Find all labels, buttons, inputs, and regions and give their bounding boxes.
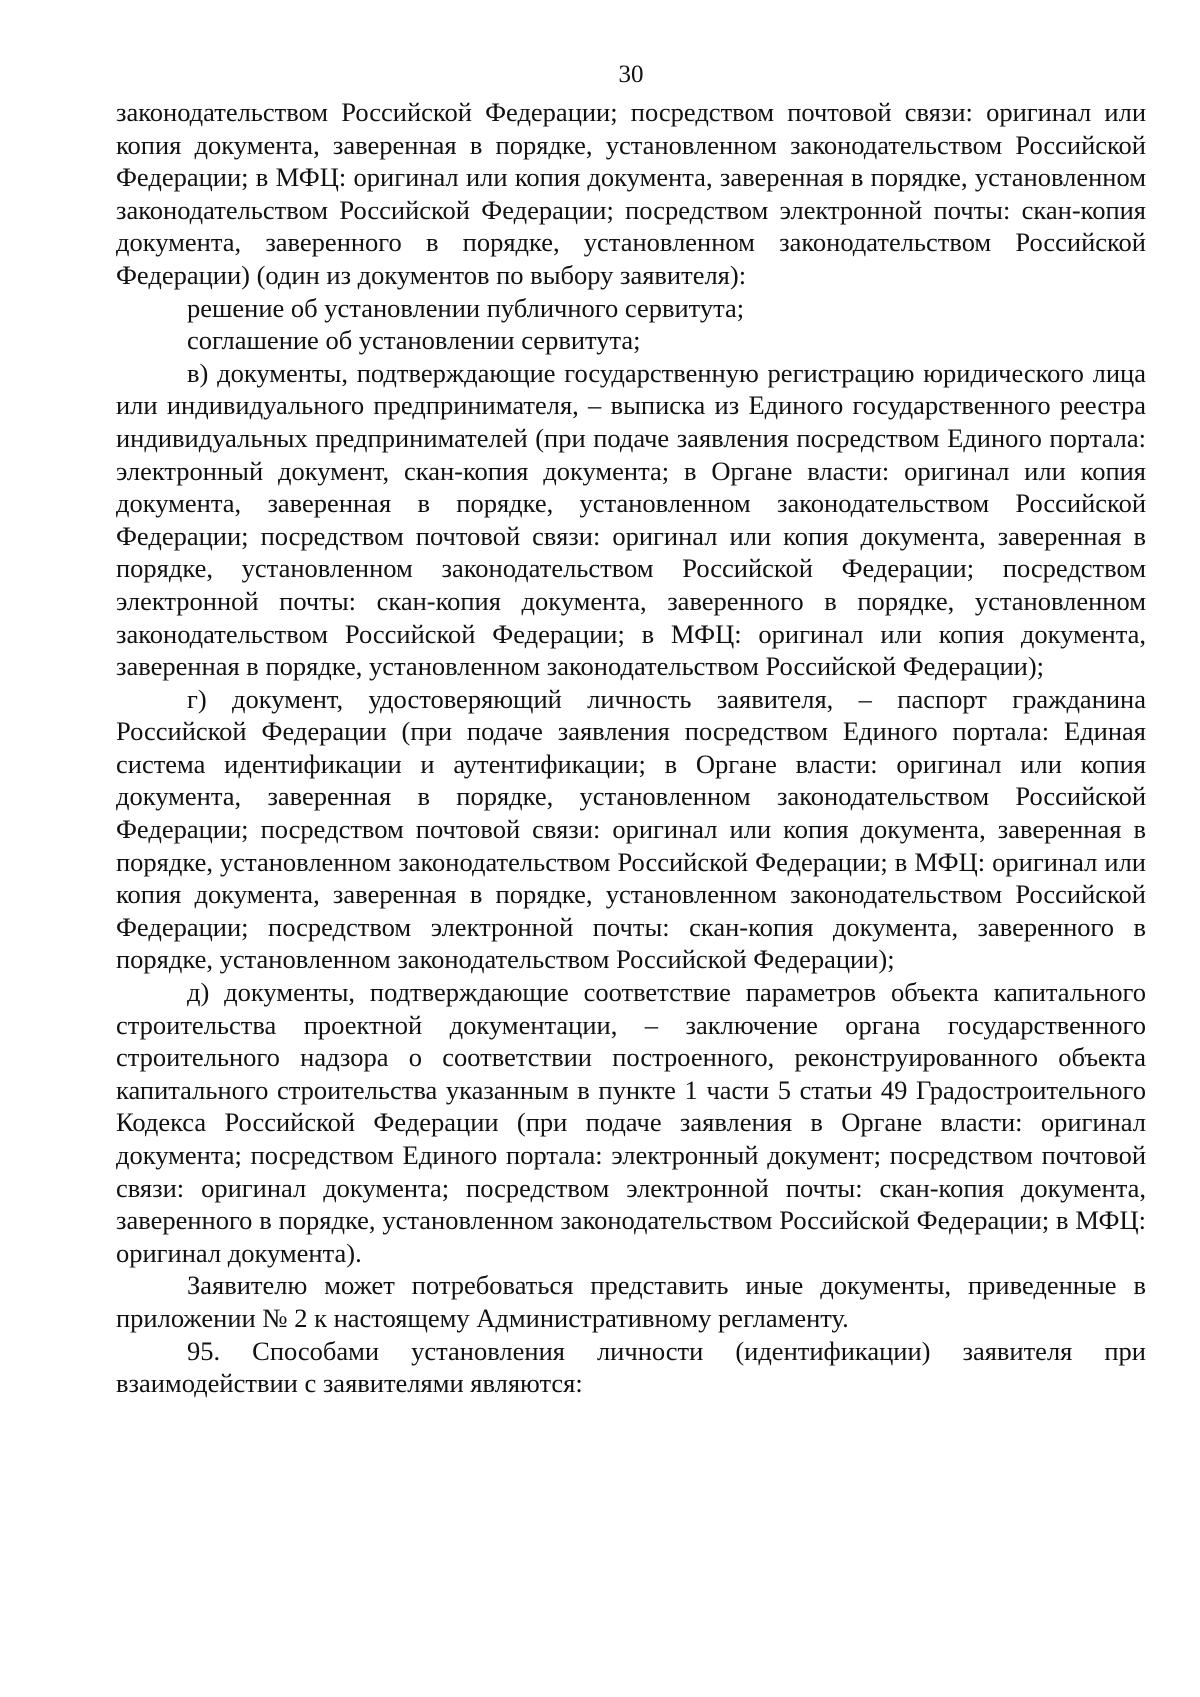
paragraph-95: 95. Способами установления личности (идентификации) заявителя при взаимодействии с заявителями являются: — [116, 1335, 1146, 1399]
paragraph-item-g: г) документ, удостоверяющий личность заявителя, – паспорт гражданина Российской Федерации (при подаче заявления посредством Единого портала: Единая система идентификации и аутентификации; в Органе власти: оригинал или копия документа, заверенная в порядке, установленном законодательством Российской Федерации; посредством почтовой связи: оригинал или копия документа, заверенная в порядке, установленном законодательством Российской Федерации; в МФЦ: оригинал или копия документа, заверенная в порядке, установленном законодательством Российской Федерации; посредством электронной почты: скан-копия документа, заверенного в порядке, установленном законодательством Российской Федерации); — [116, 683, 1146, 975]
page-number: 30 — [618, 61, 644, 88]
document-page — [116, 60, 1146, 1400]
paragraph-continuation: законодательством Российской Федерации; посредством почтовой связи: оригинал или копия документа, заверенная в порядке, установленном законодательством Российской Федерации; в МФЦ: оригинал или копия документа, заверенная в порядке, установленном законодательством Российской Федерации; посредством электронной почты: скан-копия документа, заверенного в порядке, установленном законодательством Российской Федерации) (один из документов по выбору заявителя): — [116, 97, 1146, 290]
list-item-servitude-agreement: соглашение об установлении сервитута; — [187, 325, 641, 356]
paragraph-other-documents: Заявителю может потребоваться представить иные документы, приведенные в приложении № 2 к настоящему Административному регламенту. — [116, 1270, 1146, 1333]
paragraph-item-d: д) документы, подтверждающие соответствие параметров объекта капитального строительства проектной документации, – заключение органа государственного строительного надзора о соответствии построенного, реконструированного объекта капитального строительства указанным в пункте 1 части 5 статьи 49 Градостроительного Кодекса Российской Федерации (при подаче заявления в Органе власти: оригинал документа; посредством Единого портала: электронный документ; посредством почтовой связи: оригинал документа; посредством электронной почты: скан-копия документа, заверенного в порядке, установленном законодательством Российской Федерации; в МФЦ: оригинал документа). — [116, 977, 1146, 1268]
paragraph-item-v: в) документы, подтверждающие государственную регистрацию юридического лица или индивидуального предпринимателя, – выписка из Единого государственного реестра индивидуальных предпринимателей (при подаче заявления посредством Единого портала: электронный документ, скан-копия документа; в Органе власти: оригинал или копия документа, заверенная в порядке, установленном законодательством Российской Федерации; посредством почтовой связи: оригинал или копия документа, заверенная в порядке, установленном законодательством Российской Федерации; посредством электронной почты: скан-копия документа, заверенного в порядке, установленном законодательством Российской Федерации; в МФЦ: оригинал или копия документа, заверенная в порядке, установленном законодательством Российской Федерации); — [116, 357, 1146, 682]
list-item-public-servitude: решение об установлении публичного сервитута; — [187, 292, 745, 323]
